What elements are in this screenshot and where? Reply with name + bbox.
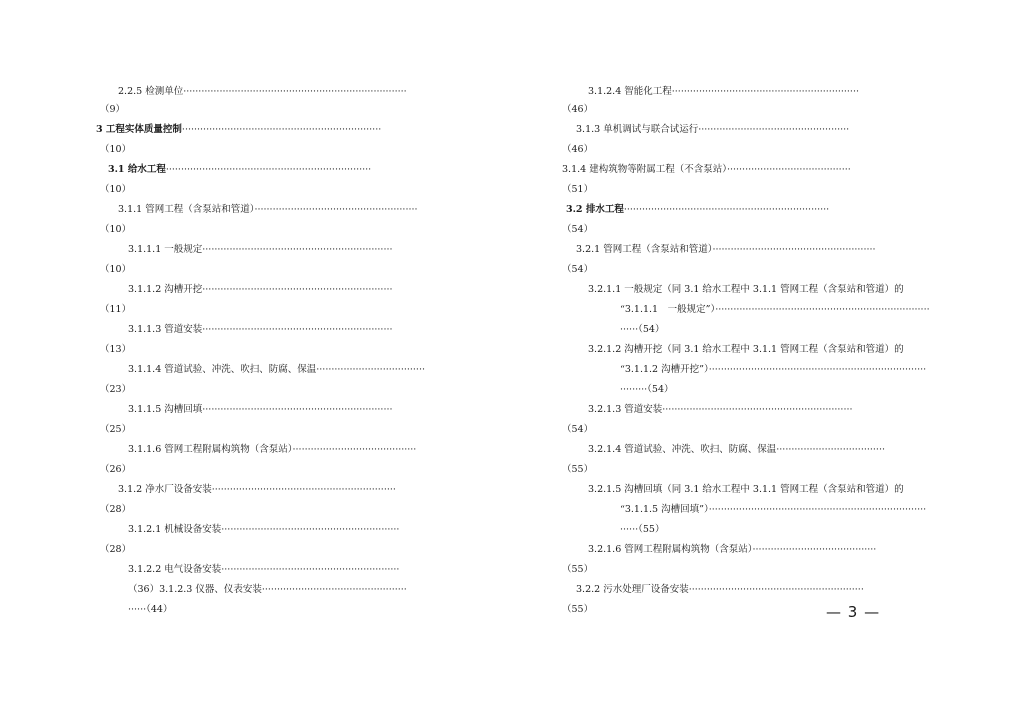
toc-entry bbox=[562, 184, 593, 196]
toc-leader-dots: ········································································ bbox=[708, 364, 927, 375]
toc-leader-dots: ······································································· bbox=[715, 304, 930, 315]
toc-entry bbox=[562, 264, 593, 276]
toc-entry-title: （54） bbox=[562, 224, 594, 235]
toc-entry-title: （10） bbox=[100, 144, 132, 155]
toc-entry bbox=[100, 184, 131, 196]
toc-entry-title: 3.1.3 单机调试与联合试运行 bbox=[576, 124, 699, 135]
toc-entry-title: （28） bbox=[100, 544, 132, 555]
toc-leader-dots: ···································· bbox=[776, 444, 885, 455]
toc-leader-dots: ····························································· bbox=[211, 484, 396, 495]
toc-entry bbox=[100, 304, 131, 316]
toc-leader-dots: ··························································· bbox=[221, 564, 400, 575]
toc-entry-title: （25） bbox=[100, 424, 132, 435]
toc-entry-title: （10） bbox=[100, 224, 132, 235]
toc-entry-title: 3.1.2 净水厂设备安装 bbox=[118, 484, 212, 495]
toc-entry bbox=[128, 524, 399, 536]
toc-entry bbox=[128, 284, 393, 296]
toc-leader-dots: ······························································· bbox=[202, 244, 393, 255]
toc-entry-title: （36）3.1.2.3 仪器、仪表安装 bbox=[128, 584, 262, 595]
toc-entry bbox=[576, 124, 849, 136]
toc-entry-title: 3.2.1.2 沟槽开挖（同 3.1 给水工程中 3.1.1 管网工程（含泵站和管道）的 bbox=[588, 344, 904, 355]
toc-entry bbox=[588, 544, 876, 556]
toc-entry-title: （55） bbox=[562, 564, 594, 575]
toc-entry bbox=[128, 584, 407, 596]
toc-leader-dots: ········································· bbox=[292, 444, 417, 455]
toc-leader-dots: ·················································· bbox=[698, 124, 850, 135]
toc-entry bbox=[588, 484, 904, 496]
toc-entry-title: 2.2.5 检测单位 bbox=[118, 86, 184, 97]
toc-entry bbox=[128, 564, 399, 576]
toc-entry-title: （28） bbox=[100, 504, 132, 515]
toc-entry-title: ······（44） bbox=[128, 604, 173, 615]
toc-entry-title: 3.2.1.6 管网工程附属构筑物（含泵站） bbox=[588, 544, 753, 555]
toc-entry bbox=[588, 344, 904, 356]
toc-entry bbox=[588, 444, 885, 456]
toc-entry-title: 3.1.1.1 一般规定 bbox=[128, 244, 203, 255]
toc-entry-title: （23） bbox=[100, 384, 132, 395]
toc-entry bbox=[620, 324, 664, 336]
page-number: — 3 — bbox=[826, 603, 881, 621]
toc-leader-dots: ······························································· bbox=[202, 284, 393, 295]
toc-entry bbox=[562, 564, 593, 576]
toc-entry bbox=[100, 144, 131, 156]
toc-entry bbox=[100, 344, 131, 356]
toc-entry-title: （46） bbox=[562, 144, 594, 155]
toc-leader-dots: ········································································ bbox=[708, 504, 927, 515]
toc-entry bbox=[128, 364, 425, 376]
toc-entry-title: “3.1.1.2 沟槽开挖”） bbox=[620, 364, 709, 375]
toc-entry bbox=[100, 224, 131, 236]
toc-entry-title: 3.2.2 污水处理厂设备安装 bbox=[576, 584, 689, 595]
toc-entry-title: （54） bbox=[562, 264, 594, 275]
toc-entry-title: ······（55） bbox=[620, 524, 665, 535]
toc-leader-dots: ·························································· bbox=[688, 584, 864, 595]
toc-entry bbox=[562, 604, 593, 616]
toc-leader-dots: ········································· bbox=[752, 544, 877, 555]
toc-entry bbox=[100, 504, 131, 516]
toc-leader-dots: ······························································· bbox=[202, 324, 393, 335]
toc-entry-title: （46） bbox=[562, 104, 594, 115]
toc-leader-dots: ······························································ bbox=[671, 86, 859, 97]
toc-entry bbox=[118, 204, 418, 216]
toc-entry bbox=[100, 544, 131, 556]
toc-entry bbox=[562, 424, 593, 436]
toc-entry bbox=[620, 364, 926, 376]
toc-entry-title: “3.1.1.5 沟槽回填”） bbox=[620, 504, 709, 515]
toc-entry bbox=[562, 104, 593, 116]
toc-entry bbox=[96, 124, 381, 136]
toc-leader-dots: ·································································· bbox=[181, 124, 382, 135]
toc-entry-title: （54） bbox=[562, 424, 594, 435]
toc-leader-dots: ················································ bbox=[261, 584, 407, 595]
toc-entry-title: 3.2.1.4 管道试验、冲洗、吹扫、防腐、保温 bbox=[588, 444, 777, 455]
toc-entry-title: 3.1.1.2 沟槽开挖 bbox=[128, 284, 203, 295]
toc-entry-title: 3.2.1 管网工程（含泵站和管道） bbox=[576, 244, 713, 255]
toc-entry-title: 3.1.1 管网工程（含泵站和管道） bbox=[118, 204, 255, 215]
toc-entry-title: ······（54） bbox=[620, 324, 665, 335]
toc-entry bbox=[588, 86, 859, 98]
toc-leader-dots: ········································· bbox=[726, 164, 851, 175]
toc-entry-title: （10） bbox=[100, 184, 132, 195]
toc-leader-dots: ··························································· bbox=[221, 524, 400, 535]
toc-entry bbox=[100, 424, 131, 436]
toc-entry-title: 3.2.1.1 一般规定（同 3.1 给水工程中 3.1.1 管网工程（含泵站和管道）的 bbox=[588, 284, 904, 295]
toc-leader-dots: ······················································ bbox=[712, 244, 876, 255]
toc-entry bbox=[118, 86, 407, 98]
toc-entry bbox=[128, 604, 172, 616]
toc-leader-dots: ·········································································· bbox=[183, 86, 407, 97]
toc-entry-title: （26） bbox=[100, 464, 132, 475]
toc-entry bbox=[128, 244, 393, 256]
toc-leader-dots: ···································································· bbox=[165, 164, 372, 175]
toc-entry bbox=[576, 584, 864, 596]
toc-entry bbox=[588, 404, 853, 416]
toc-entry-title: （11） bbox=[100, 304, 132, 315]
toc-entry bbox=[562, 144, 593, 156]
toc-entry-title: （51） bbox=[562, 184, 594, 195]
toc-entry bbox=[128, 444, 416, 456]
toc-entry bbox=[100, 264, 131, 276]
toc-entry bbox=[620, 524, 664, 536]
toc-entry bbox=[562, 224, 593, 236]
toc-entry-title: 3.2.1.3 管道安装 bbox=[588, 404, 663, 415]
toc-entry-title: 3.2 排水工程 bbox=[566, 204, 624, 215]
toc-entry-title: 3.1.1.5 沟槽回填 bbox=[128, 404, 203, 415]
toc-entry-title: 3.1.4 建构筑物等附属工程（不含泵站） bbox=[562, 164, 727, 175]
toc-entry bbox=[620, 304, 930, 316]
toc-entry bbox=[100, 384, 131, 396]
toc-entry-title: 3.1.2.1 机械设备安装 bbox=[128, 524, 222, 535]
toc-entry-title: 3.1.1.3 管道安装 bbox=[128, 324, 203, 335]
toc-entry bbox=[576, 244, 876, 256]
toc-entry-title: 3.1.1.4 管道试验、冲洗、吹扫、防腐、保温 bbox=[128, 364, 317, 375]
toc-entry-title: 3.2.1.5 沟槽回填（同 3.1 给水工程中 3.1.1 管网工程（含泵站和管道）的 bbox=[588, 484, 904, 495]
toc-leader-dots: ···································································· bbox=[623, 204, 830, 215]
toc-entry-title: （55） bbox=[562, 464, 594, 475]
toc-entry-title: 3.1 给水工程 bbox=[108, 164, 166, 175]
toc-entry bbox=[620, 504, 926, 516]
toc-entry bbox=[128, 404, 393, 416]
toc-leader-dots: ······························································· bbox=[662, 404, 853, 415]
toc-entry-title: “3.1.1.1 一般规定”） bbox=[620, 304, 716, 315]
toc-entry bbox=[566, 204, 829, 216]
toc-entry-title: （13） bbox=[100, 344, 132, 355]
toc-entry-title: （10） bbox=[100, 264, 132, 275]
toc-entry-title: （9） bbox=[100, 104, 126, 115]
toc-leader-dots: ······················································ bbox=[254, 204, 418, 215]
toc-entry bbox=[562, 164, 851, 176]
toc-leader-dots: ···································· bbox=[316, 364, 425, 375]
toc-leader-dots: ······························································· bbox=[202, 404, 393, 415]
toc-entry-title: 3.1.2.2 电气设备安装 bbox=[128, 564, 222, 575]
toc-entry-title: ·········（54） bbox=[620, 384, 674, 395]
toc-entry bbox=[562, 464, 593, 476]
toc-entry bbox=[620, 384, 674, 396]
toc-entry-title: 3.1.2.4 智能化工程 bbox=[588, 86, 672, 97]
toc-entry-title: 3.1.1.6 管网工程附属构筑物（含泵站） bbox=[128, 444, 293, 455]
toc-entry bbox=[100, 104, 125, 116]
toc-entry bbox=[100, 464, 131, 476]
toc-entry bbox=[128, 324, 393, 336]
toc-entry-title: 3 工程实体质量控制 bbox=[96, 124, 182, 135]
toc-entry bbox=[588, 284, 904, 296]
toc-entry bbox=[118, 484, 396, 496]
toc-entry bbox=[108, 164, 371, 176]
toc-entry-title: （55） bbox=[562, 604, 594, 615]
